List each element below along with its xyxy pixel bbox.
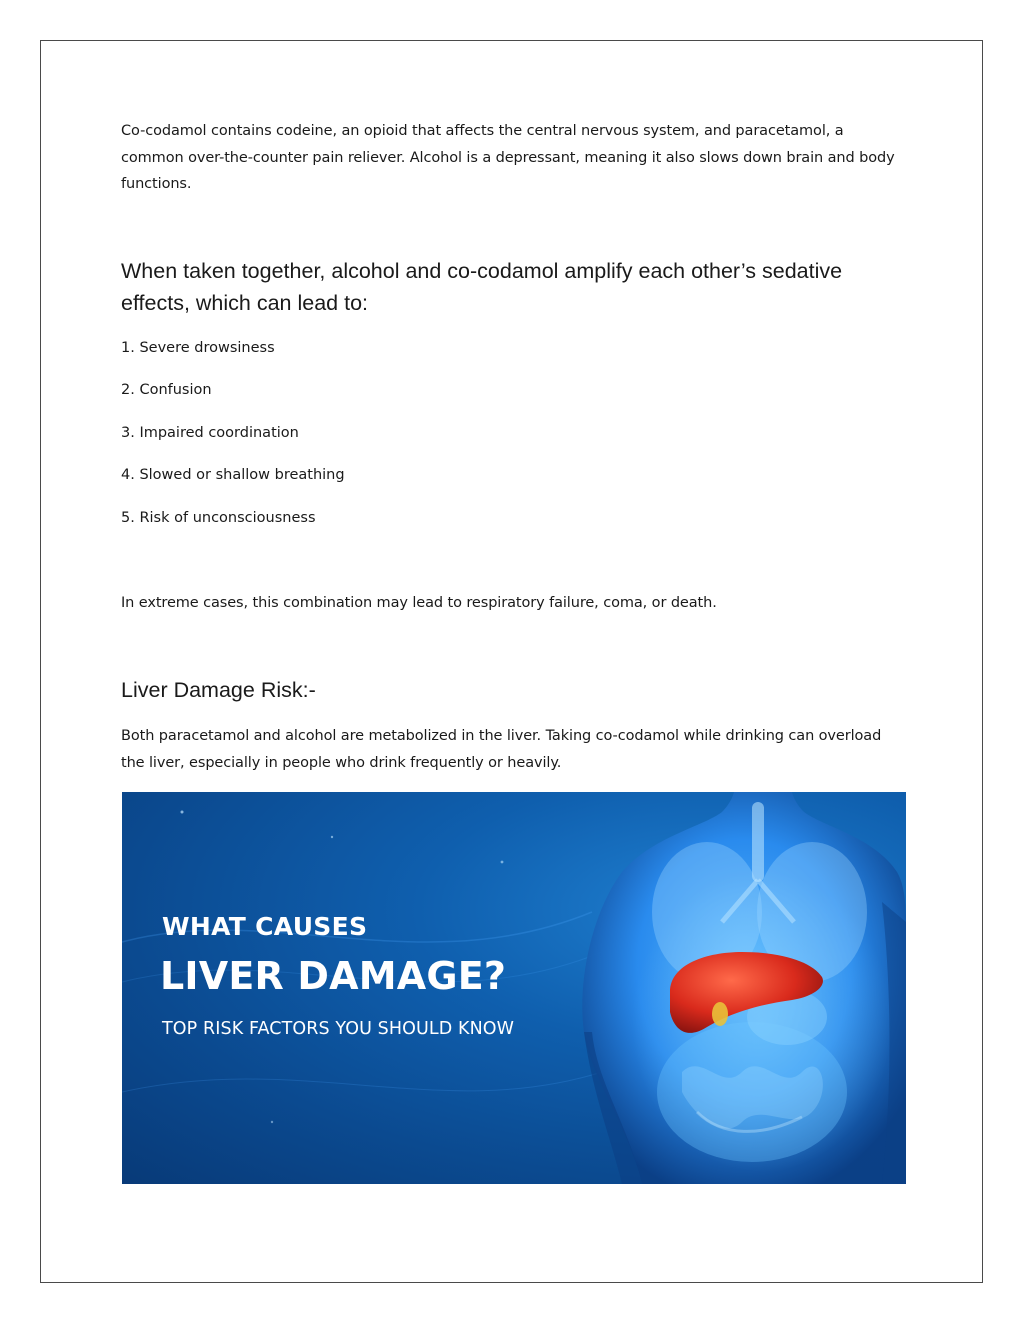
liver-damage-banner-image: [122, 792, 906, 1184]
banner-title-line2: LIVER DAMAGE?: [160, 954, 507, 998]
list-item: 4. Slowed or shallow breathing: [121, 467, 345, 483]
intro-paragraph: Co-codamol contains codeine, an opioid that affects the central nervous system, and paracetamol, a common over-the-counter pain reliever. Alcohol is a depressant, meaning it also slows down brain and body functions.: [121, 123, 895, 192]
list-item: 3. Impaired coordination: [121, 425, 299, 441]
liver-heading: Liver Damage Risk:-: [121, 678, 316, 702]
liver-paragraph: Both paracetamol and alcohol are metabolized in the liver. Taking co-codamol while drinking can overload the liver, especially in people who drink frequently or heavily.: [121, 728, 882, 771]
list-item: 1. Severe drowsiness: [121, 340, 275, 356]
list-item: 2. Confusion: [121, 382, 212, 398]
banner-subtitle: TOP RISK FACTORS YOU SHOULD KNOW: [162, 1019, 515, 1039]
extreme-cases-paragraph: In extreme cases, this combination may lead to respiratory failure, coma, or death.: [121, 595, 717, 611]
banner-title-line1: WHAT CAUSES: [162, 912, 368, 941]
effects-heading: When taken together, alcohol and co-codamol amplify each other’s sedative effects, which can lead to:: [121, 259, 843, 315]
list-item: 5. Risk of unconsciousness: [121, 510, 316, 526]
